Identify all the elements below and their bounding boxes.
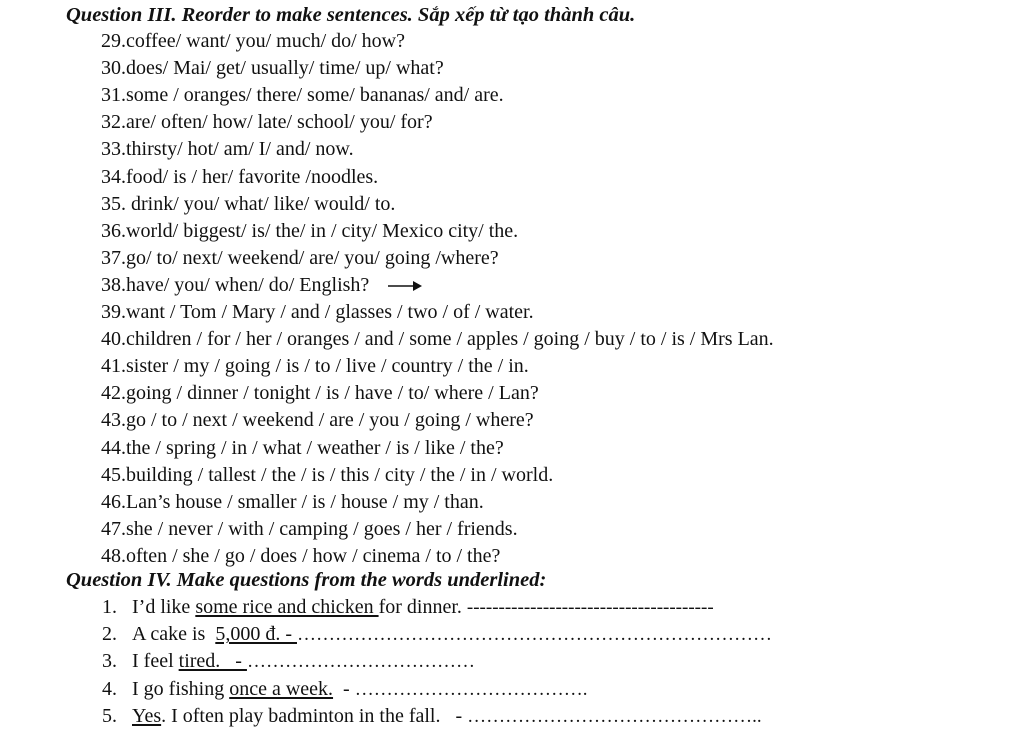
reorder-item [101,273,423,297]
item-number: 29. [101,30,126,52]
reorder-item [101,165,378,189]
reorder-item [101,436,504,460]
item-text: go/ to/ next/ weekend/ are/ you/ going /where? [126,246,499,269]
item-number: 46. [101,490,126,513]
question-item [102,649,475,674]
reorder-item [101,300,534,324]
reorder-item [101,490,484,514]
answer-blank[interactable]: --------------------------------------- [466,597,714,618]
question-item [102,622,772,647]
item-text: want / Tom / Mary / and / glasses / two / of / water. [126,301,534,323]
item-number: 30. [101,57,126,80]
underlined-words: 5,000 đ. - [215,623,297,646]
item-number: 3. [102,650,117,673]
item-number: 40. [101,328,126,351]
item-text: have/ you/ when/ do/ English? [126,273,370,296]
item-number: 4. [102,677,117,700]
item-number: 33. [101,138,126,161]
item-text: often / she / go / does / how / cinema / to / the? [126,544,501,567]
item-text: going / dinner / tonight / is / have / to/ where / Lan? [126,382,539,405]
answer-blank[interactable]: ……………………………………….. [467,705,762,727]
item-text: the / spring / in / what / weather / is / like / the? [126,436,504,459]
reorder-item [101,517,518,541]
item-number: 5. [102,704,117,727]
item-number: 38. [101,273,126,296]
item-text: sister / my / going / is / to / live / country / the / in. [126,355,529,378]
item-number: 48. [101,544,126,567]
answer-blank[interactable]: ………………………………………………………………… [296,624,772,646]
question-text: . I often play badminton in the fall. - [161,704,468,727]
item-text: thirsty/ hot/ am/ I/ and/ now. [126,138,354,161]
item-number: 42. [101,382,126,405]
reorder-item [101,83,504,107]
item-number: 41. [101,355,126,378]
reorder-item [101,246,499,270]
answer-blank[interactable]: ……………………………… [246,651,475,673]
item-number: 36. [101,219,126,242]
question-text: A cake is [132,623,216,646]
question-text: I’d like [132,596,196,618]
reorder-item [101,137,354,161]
item-number: 2. [102,623,117,646]
item-text: children / for / her / oranges / and / some / apples / going / buy / to / is / Mrs Lan. [126,328,774,351]
item-text: are/ often/ how/ late/ school/ you/ for? [126,111,433,134]
item-number: 34. [101,165,126,188]
question-item [102,704,762,729]
question-text: for dinner. [378,596,467,618]
item-number: 47. [101,517,126,540]
item-text: does/ Mai/ get/ usually/ time/ up/ what? [126,57,444,80]
reorder-item [101,381,539,405]
question-item [102,677,587,702]
reorder-item [101,354,529,378]
right-arrow-icon [387,280,423,292]
item-text: she / never / with / camping / goes / her / friends. [126,517,518,540]
item-text: some / oranges/ there/ some/ bananas/ and/ are. [126,84,504,107]
item-text: building / tallest / the / is / this / city / the / in / world. [126,463,554,486]
item-text: Lan’s house / smaller / is / house / my / than. [126,490,484,513]
reorder-item [101,110,433,134]
item-number: 44. [101,436,126,459]
item-number: 31. [101,84,126,107]
item-number: 1. [102,596,117,618]
underlined-words: tired. - [178,650,247,673]
reorder-item [101,408,534,432]
item-number: 43. [101,409,126,432]
reorder-item [101,463,553,487]
item-number: 39. [101,301,126,323]
section-4-title: Question IV. Make questions from the words underlined: [66,569,547,591]
item-number: 37. [101,246,126,269]
reorder-item [101,192,395,216]
reorder-item [101,29,405,53]
underlined-words: some rice and chicken [195,596,379,618]
item-text: world/ biggest/ is/ the/ in / city/ Mexico city/ the. [126,219,519,242]
item-text: food/ is / her/ favorite /noodles. [126,165,379,188]
question-text: I go fishing [132,677,230,700]
question-text: - [333,677,355,700]
reorder-item [101,327,774,351]
underlined-words: Yes [132,704,162,727]
reorder-item [101,56,444,80]
item-text: drink/ you/ what/ like/ would/ to. [126,192,396,215]
question-item [102,595,714,620]
item-number: 45. [101,463,126,486]
answer-blank[interactable]: ………………………………. [354,678,588,700]
item-number: 35. [101,192,126,215]
reorder-item [101,544,500,568]
section-3-title: Question III. Reorder to make sentences. Sắp xếp từ tạo thành câu. [66,4,636,26]
reorder-item [101,219,518,243]
underlined-words: once a week. [229,677,334,700]
item-text: go / to / next / weekend / are / you / going / where? [126,409,534,432]
question-text: I feel [132,650,179,673]
item-text: coffee/ want/ you/ much/ do/ how? [126,30,406,52]
item-number: 32. [101,111,126,134]
